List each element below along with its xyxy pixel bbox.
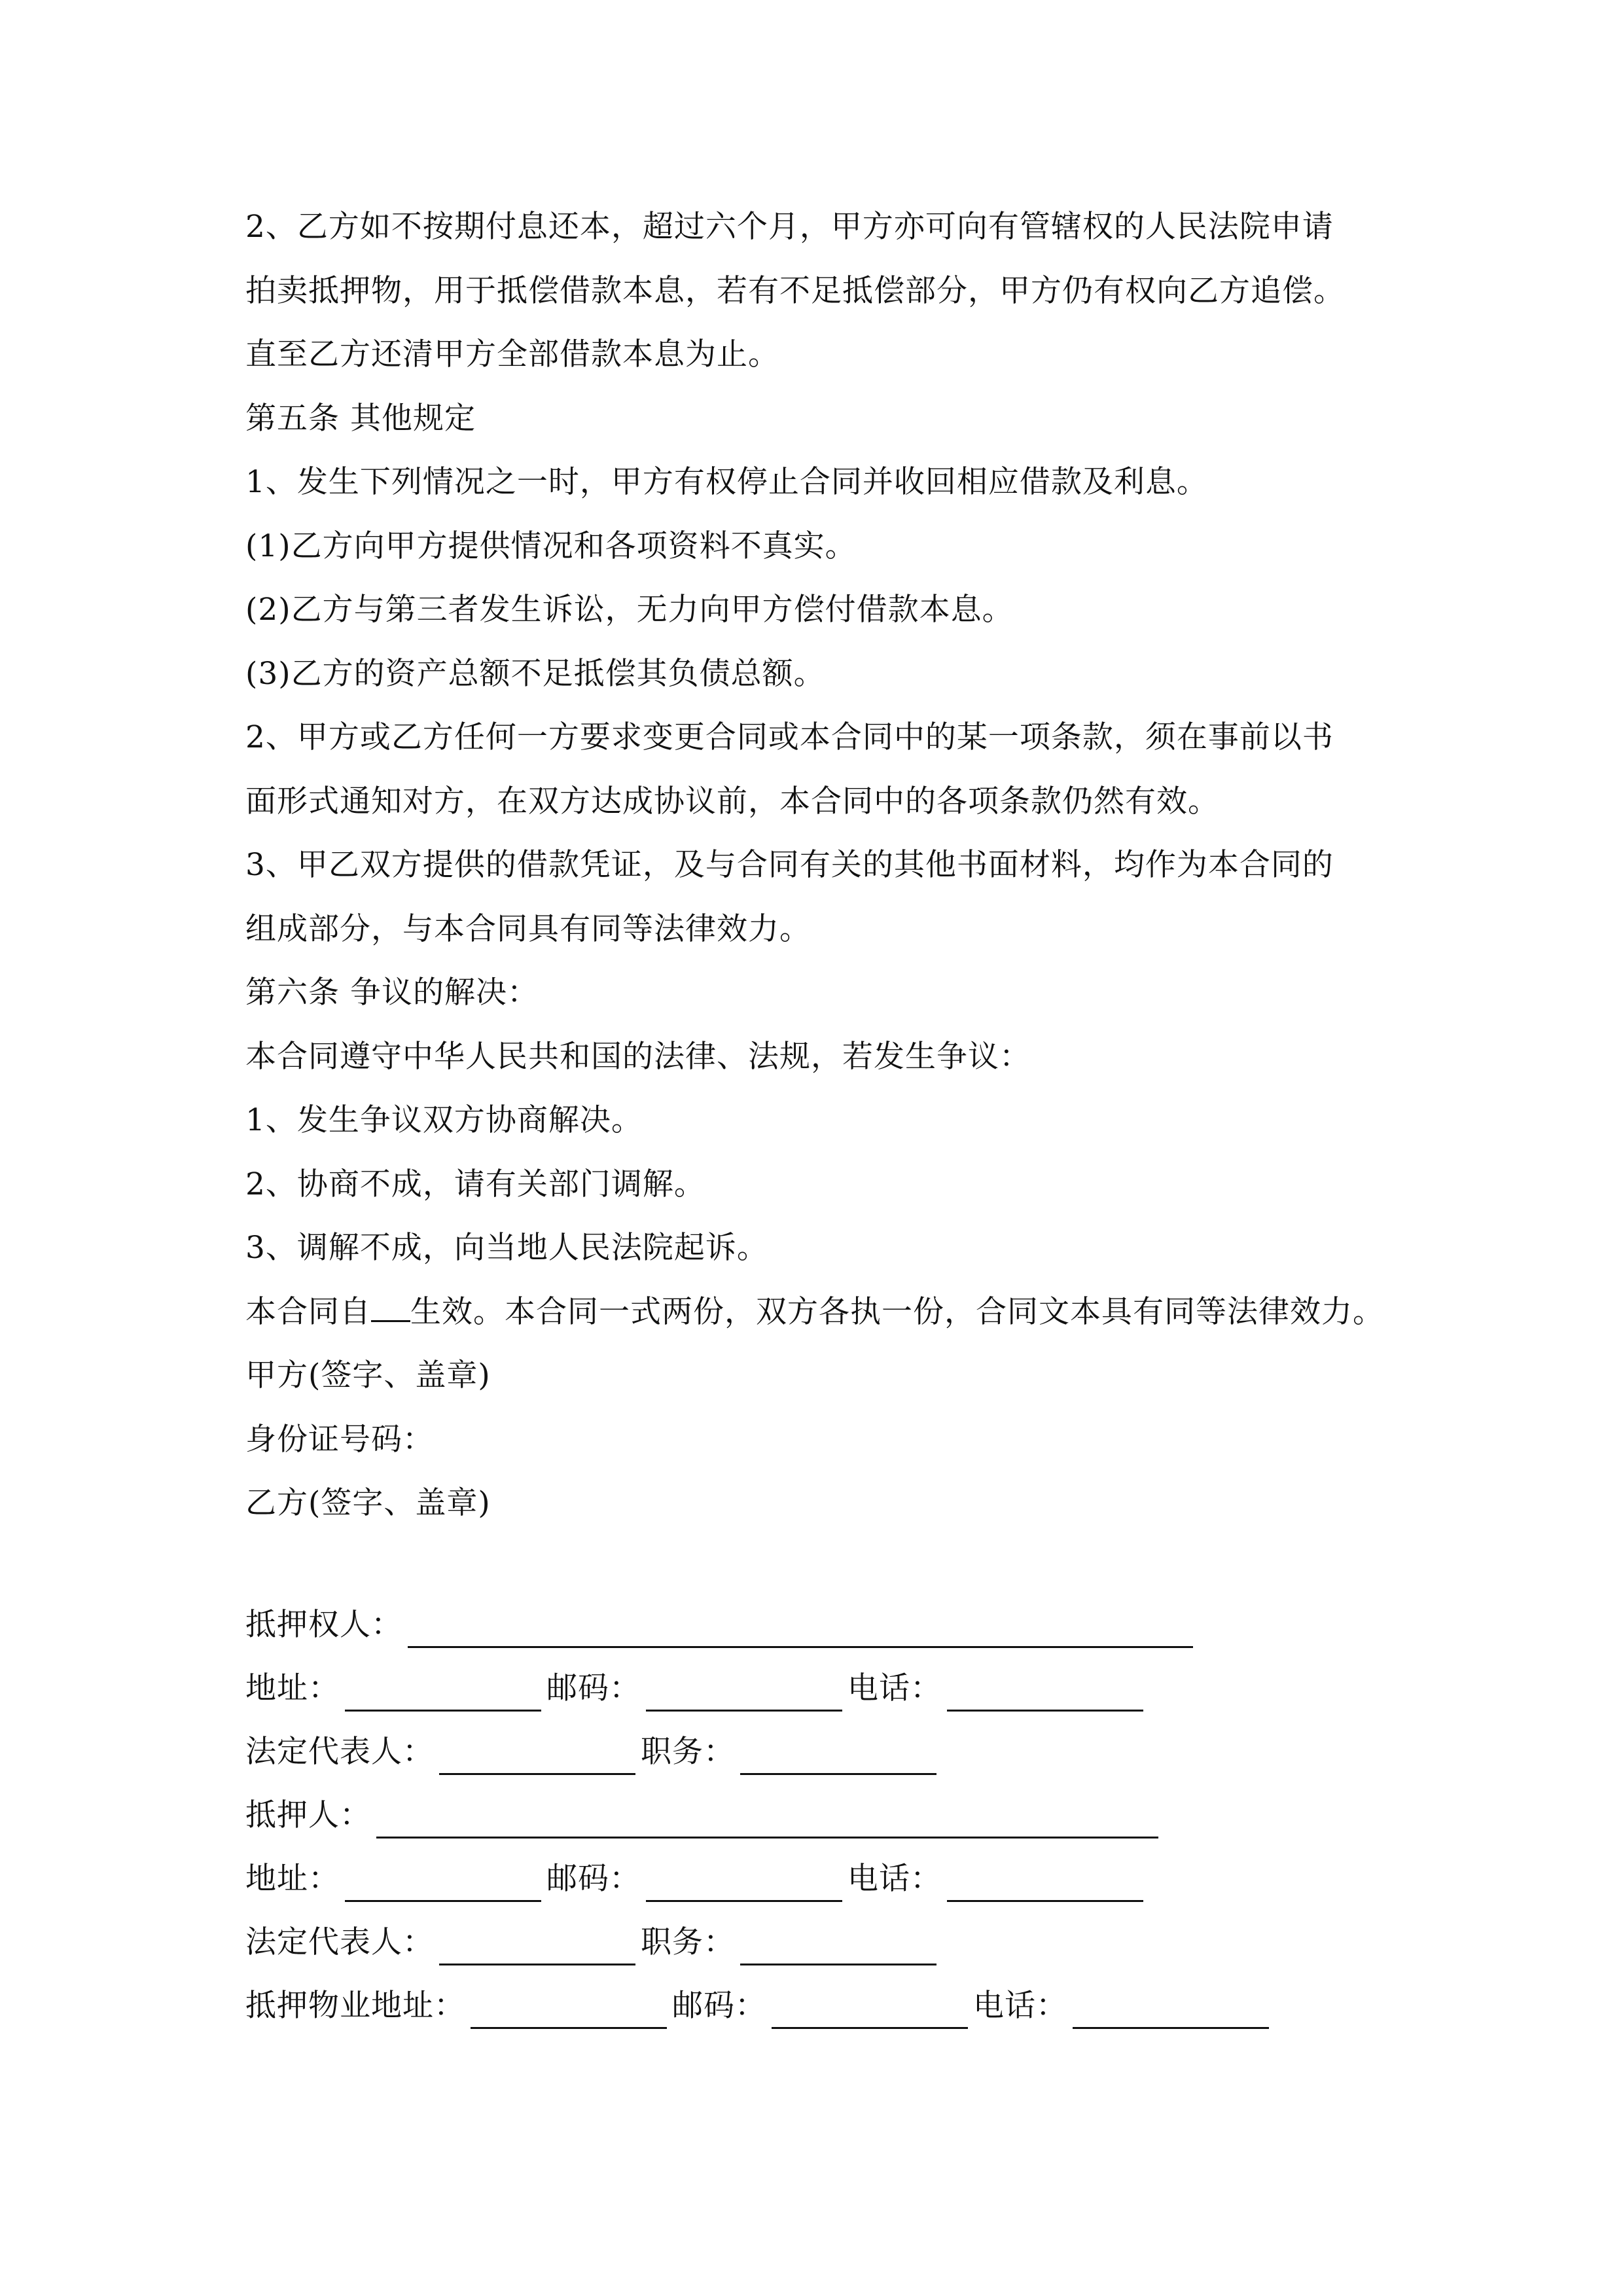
address-label: 地址：: [245, 1670, 340, 1706]
body-line: 3、甲乙双方提供的借款凭证，及与合同有关的其他书面材料，均作为本合同的: [245, 847, 1334, 883]
property-address-field[interactable]: [471, 1990, 667, 2029]
mortgagee-contact-row: [245, 1666, 1149, 1712]
mortgagee-position-field[interactable]: [740, 1736, 936, 1775]
property-row: [245, 1983, 1274, 2029]
address-label: 地址：: [245, 1861, 340, 1897]
id-number-label: 身份证号码：: [245, 1421, 434, 1458]
contract-body: [245, 195, 1397, 1535]
mortgagee-postcode-field[interactable]: [646, 1673, 842, 1712]
body-line: 1、发生争议双方协商解决。: [245, 1102, 643, 1138]
body-line: 1、发生下列情况之一时，甲方有权停止合同并收回相应借款及利息。: [245, 464, 1208, 500]
property-phone-field[interactable]: [1073, 1990, 1269, 2029]
mortgagor-row: [245, 1793, 1164, 1839]
phone-label: 电话：: [847, 1861, 942, 1897]
mortgagor-phone-field[interactable]: [947, 1863, 1143, 1902]
mortgagor-label: 抵押人：: [245, 1797, 371, 1833]
position-label: 职务：: [641, 1734, 735, 1770]
effective-suffix: 生效。本合同一式两份，双方各执一份，合同文本具有同等法律效力。: [410, 1293, 1384, 1330]
postcode-label: 邮码：: [546, 1670, 641, 1706]
body-line: 2、乙方如不按期付息还本，超过六个月，甲方亦可向有管辖权的人民法院申请: [245, 209, 1334, 245]
body-line: 3、调解不成，向当地人民法院起诉。: [245, 1230, 768, 1266]
mortgagor-rep-row: [245, 1920, 942, 1965]
body-line: (3)乙方的资产总额不足抵偿其负债总额。: [245, 655, 825, 692]
property-address-label: 抵押物业地址：: [245, 1988, 465, 2024]
mortgagor-legal-rep-field[interactable]: [439, 1927, 635, 1965]
body-line: 拍卖抵押物，用于抵偿借款本息，若有不足抵偿部分，甲方仍有权向乙方追偿。: [245, 272, 1345, 309]
mortgagee-rep-row: [245, 1729, 942, 1775]
body-line: 2、协商不成，请有关部门调解。: [245, 1166, 705, 1202]
body-line: 本合同遵守中华人民共和国的法律、法规，若发生争议：: [245, 1038, 1031, 1075]
party-b-signature-label: 乙方(签字、盖章): [245, 1485, 491, 1521]
section-heading-article-5: 第五条 其他规定: [245, 400, 476, 437]
property-postcode-field[interactable]: [772, 1990, 968, 2029]
phone-label: 电话：: [973, 1988, 1067, 2024]
effective-date-blank[interactable]: [371, 1293, 410, 1322]
section-heading-article-6: 第六条 争议的解决：: [245, 975, 539, 1011]
party-a-signature-label: 甲方(签字、盖章): [245, 1357, 491, 1393]
mortgagor-field[interactable]: [376, 1800, 1158, 1839]
body-line: 2、甲方或乙方任何一方要求变更合同或本合同中的某一项条款，须在事前以书: [245, 719, 1334, 755]
position-label: 职务：: [641, 1924, 735, 1960]
phone-label: 电话：: [847, 1670, 942, 1706]
effective-prefix: 本合同自: [245, 1293, 371, 1330]
body-line: 面形式通知对方，在双方达成协议前，本合同中的各项条款仍然有效。: [245, 783, 1219, 819]
mortgagor-address-field[interactable]: [345, 1863, 541, 1902]
body-line: 直至乙方还清甲方全部借款本息为止。: [245, 336, 779, 372]
body-line: (2)乙方与第三者发生诉讼，无力向甲方偿付借款本息。: [245, 592, 1014, 628]
mortgagor-postcode-field[interactable]: [646, 1863, 842, 1902]
mortgagee-label: 抵押权人：: [245, 1607, 402, 1643]
body-line: 组成部分，与本合同具有同等法律效力。: [245, 910, 811, 947]
legal-rep-label: 法定代表人：: [245, 1734, 434, 1770]
mortgagee-field[interactable]: [408, 1609, 1193, 1648]
mortgagor-contact-row: [245, 1856, 1149, 1902]
mortgagee-address-field[interactable]: [345, 1673, 541, 1712]
postcode-label: 邮码：: [546, 1861, 641, 1897]
mortgagor-position-field[interactable]: [740, 1927, 936, 1965]
mortgagee-row: [245, 1602, 1198, 1648]
mortgagee-phone-field[interactable]: [947, 1673, 1143, 1712]
postcode-label: 邮码：: [672, 1988, 766, 2024]
body-line: (1)乙方向甲方提供情况和各项资料不真实。: [245, 528, 857, 564]
legal-rep-label: 法定代表人：: [245, 1924, 434, 1960]
mortgagee-legal-rep-field[interactable]: [439, 1736, 635, 1775]
effective-date-line: [245, 1280, 1397, 1344]
